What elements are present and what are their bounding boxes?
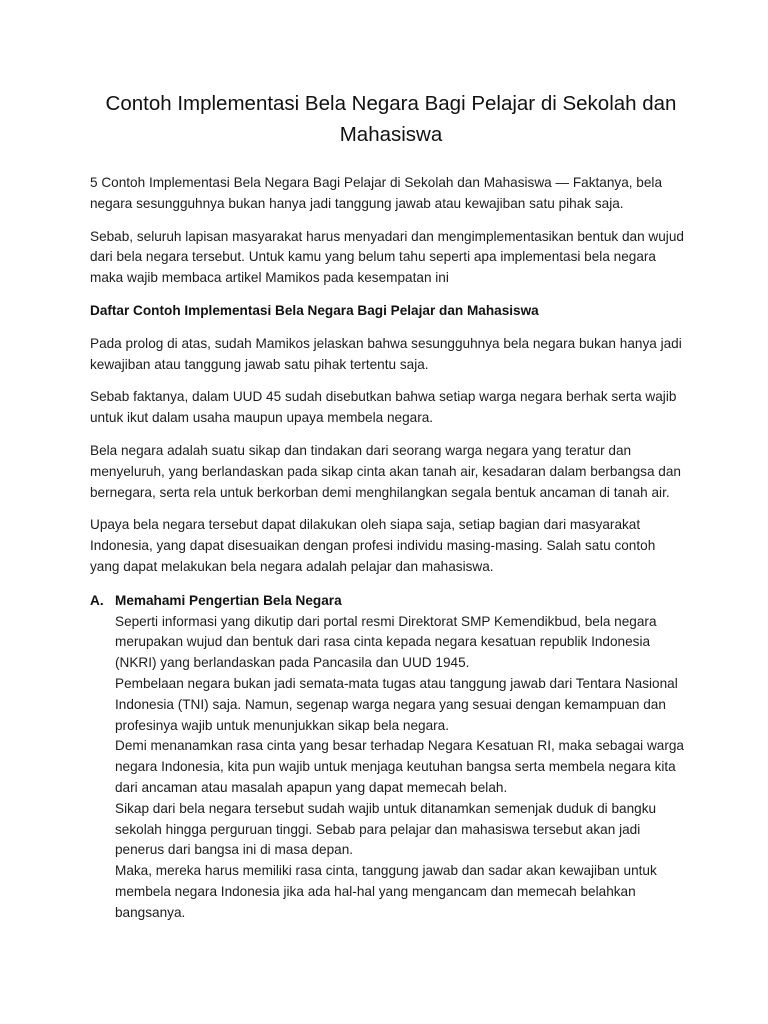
body-paragraph-4: Upaya bela negara tersebut dapat dilakukan oleh siapa saja, setiap bagian dari masyarakat Indonesia, yang dapat disesuaikan dengan profesi individu masing-masing. Salah satu contoh yang dapat melakukan bela negara adalah pelajar dan mahasiswa. [90, 517, 656, 574]
list-subheading: Daftar Contoh Implementasi Bela Negara Bagi Pelajar dan Mahasiswa [90, 302, 539, 318]
intro-paragraph-2: Sebab, seluruh lapisan masyarakat harus menyadari dan mengimplementasikan bentuk dan wujud dari bela negara tersebut. Untuk kamu yang belum tahu seperti apa implementasi bela negara maka wajib membaca artikel Mamikos pada kesempatan ini [90, 228, 684, 286]
body-paragraph-1: Pada prolog di atas, sudah Mamikos jelaskan bahwa sesungguhnya bela negara bukan hanya jadi kewajiban atau tanggung jawab satu pihak tertentu saja. [90, 335, 682, 372]
intro-paragraph-1: 5 Contoh Implementasi Bela Negara Bagi Pelajar di Sekolah dan Mahasiswa — Faktanya, bela negara sesungguhnya bukan hanya jadi tanggung jawab atau kewajiban satu pihak saja. [90, 175, 663, 211]
section-a-line-2: Pembelaan negara bukan jadi semata-mata tugas atau tanggung jawab dari Tentara Nasional Indonesia (TNI) saja. Namun, segenap warga negara yang sesuai dengan kemampuan dan profesinya wajib untuk menunjukkan sikap bela negara. [115, 675, 678, 733]
body-paragraph-3: Bela negara adalah suatu sikap dan tindakan dari seorang warga negara yang teratur dan menyeluruh, yang berlandaskan pada sikap cinta akan tanah air, kesadaran dalam berbangsa dan bernegara, serta rela untuk berkorban demi menghilangkan segala bentuk ancaman di tanah air. [90, 442, 681, 500]
body-paragraph-2: Sebab faktanya, dalam UUD 45 sudah disebutkan bahwa setiap warga negara berhak serta wajib untuk ikut dalam usaha maupun upaya membela negara. [90, 389, 677, 426]
document-title: Contoh Implementasi Bela Negara Bagi Pelajar di Sekolah dan Mahasiswa [105, 92, 677, 146]
section-a-line-4: Sikap dari bela negara tersebut sudah wajib untuk ditanamkan semenjak duduk di bangku sekolah hingga perguruan tinggi. Sebab para pelajar dan mahasiswa tersebut akan jadi penerus dari bangsa ini di masa depan. [115, 800, 657, 858]
section-a-title: Memahami Pengertian Bela Negara [115, 592, 342, 608]
section-a-heading [90, 591, 688, 612]
section-a-line-5: Maka, mereka harus memiliki rasa cinta, tanggung jawab dan sadar akan kewajiban untuk membela negara Indonesia jika ada hal-hal yang mengancam dan memecah belahkan bangsanya. [115, 863, 657, 920]
section-a-line-1: Seperti informasi yang dikutip dari portal resmi Direktorat SMP Kemendikbud, bela negara merupakan wujud dan bentuk dari rasa cinta kepada negara kesatuan republik Indonesia (NKRI) yang berlandaskan pada Pancasila dan UUD 1945. [115, 613, 657, 671]
section-a-letter: A. [90, 592, 104, 608]
section-a-line-3: Demi menanamkan rasa cinta yang besar terhadap Negara Kesatuan RI, maka sebagai warga negara Indonesia, kita pun wajib untuk menjaga keutuhan bangsa serta membela negara kita dari ancaman atau masalah apapun yang dapat memecah belah. [115, 738, 684, 795]
section-a-body [90, 612, 688, 924]
section-a [90, 591, 688, 924]
